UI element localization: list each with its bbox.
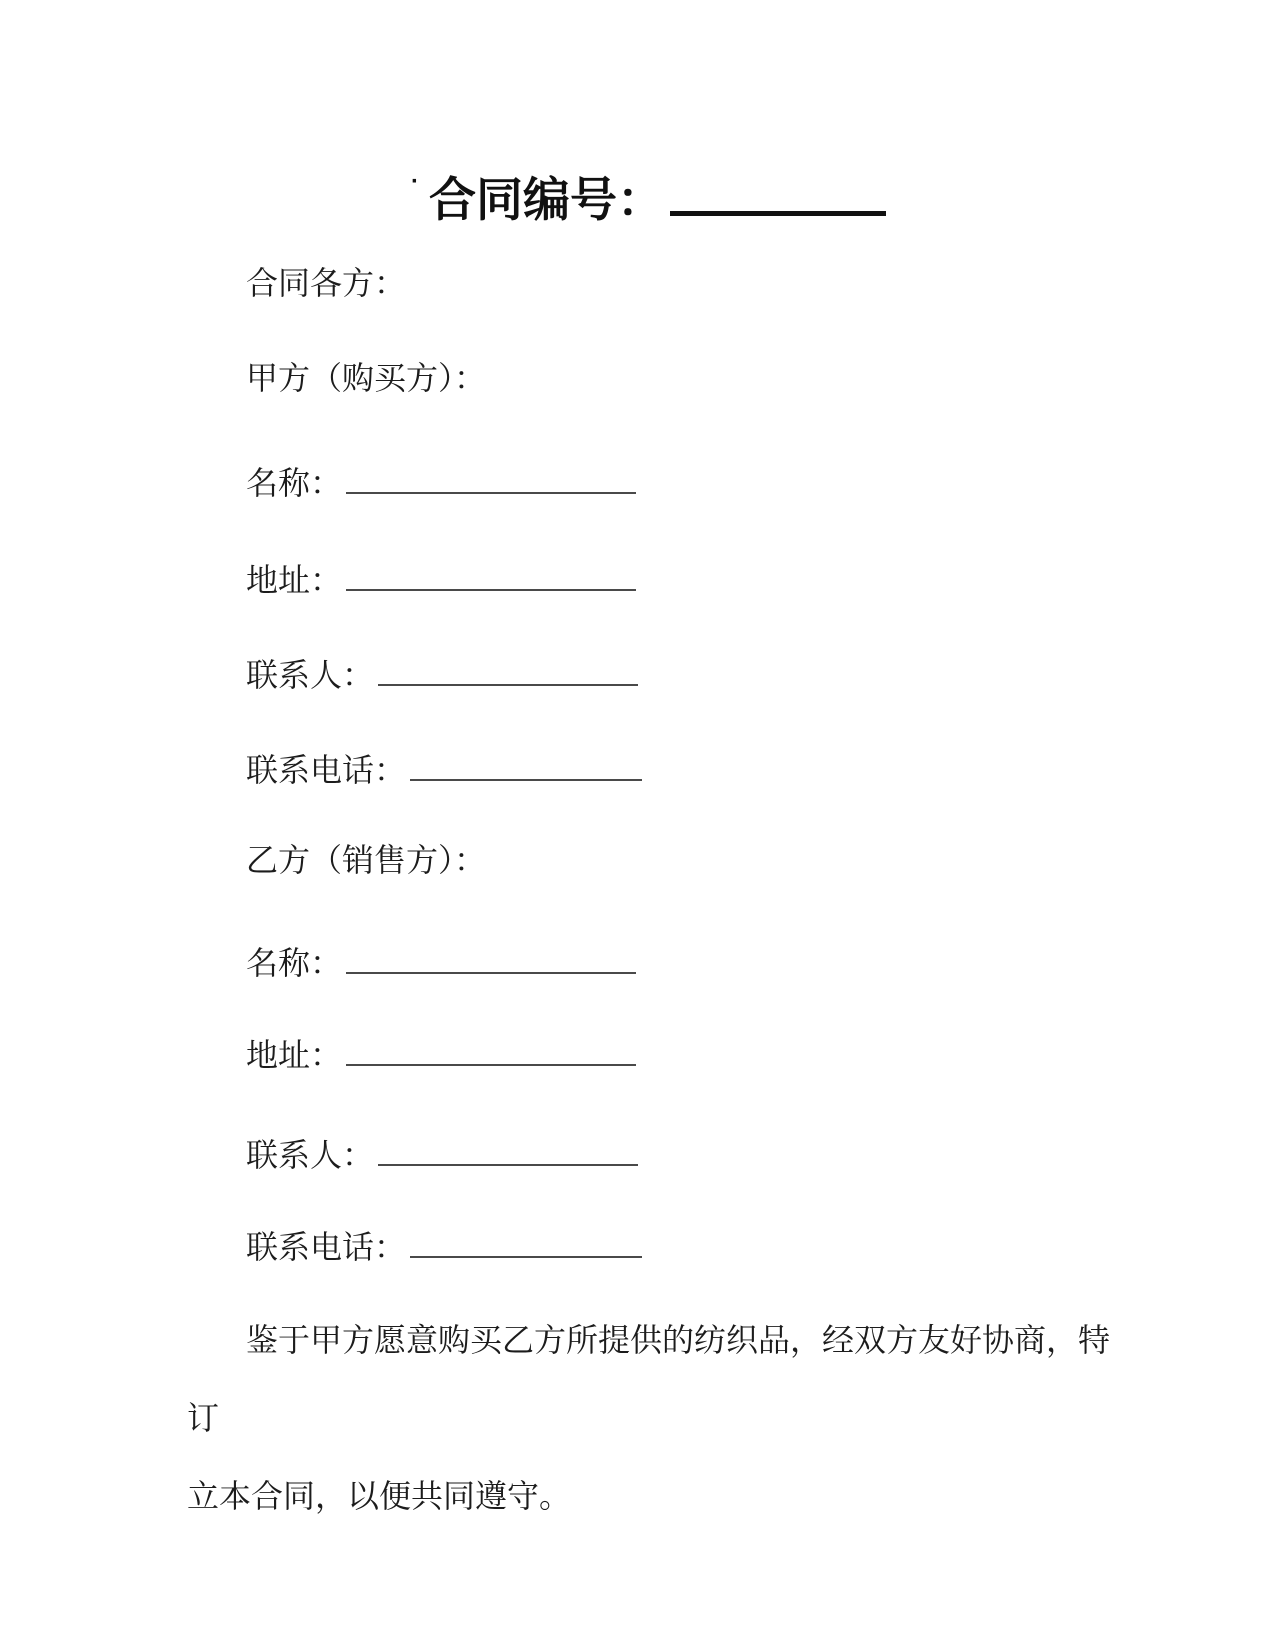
address-label: 地址： — [246, 1037, 343, 1073]
name-label: 名称： — [246, 945, 343, 981]
party-a-heading — [246, 356, 486, 400]
party-a-contact-row — [246, 648, 638, 697]
phone-label: 联系电话： — [246, 1229, 407, 1265]
party-a-contact-blank — [378, 648, 638, 686]
title-bullet: · — [411, 168, 419, 195]
party-b-name-blank — [346, 936, 636, 974]
party-a-name-row — [246, 456, 636, 505]
page-title — [429, 165, 886, 227]
party-b-heading-text: 乙方（销售方）： — [246, 842, 487, 878]
party-a-phone-row — [246, 743, 642, 792]
title-text: 合同编号： — [429, 173, 664, 226]
party-b-contact-row — [246, 1128, 638, 1177]
party-b-phone-row — [246, 1220, 642, 1269]
party-b-phone-blank — [410, 1220, 642, 1258]
party-b-name-row — [246, 936, 636, 985]
party-b-address-row — [246, 1028, 636, 1077]
contact-person-label: 联系人： — [246, 1137, 375, 1173]
contract-number-blank — [670, 165, 886, 216]
parties-heading — [246, 261, 406, 305]
preamble-line-1: 鉴于甲方愿意购买乙方所提供的纺织品，经双方友好协商，特订 — [187, 1322, 1111, 1436]
party-a-heading-text: 甲方（购买方）： — [246, 360, 487, 396]
address-label: 地址： — [246, 562, 343, 598]
party-a-name-blank — [346, 456, 636, 494]
party-b-address-blank — [346, 1028, 636, 1066]
party-a-phone-blank — [410, 743, 642, 781]
party-b-heading — [246, 838, 486, 882]
name-label: 名称： — [246, 465, 343, 501]
phone-label: 联系电话： — [246, 752, 407, 788]
party-a-address-blank — [346, 553, 636, 591]
party-a-address-row — [246, 553, 636, 602]
contact-person-label: 联系人： — [246, 657, 375, 693]
parties-heading-text: 合同各方： — [246, 265, 407, 301]
preamble-paragraph — [187, 1301, 1137, 1535]
preamble-line-2: 立本合同，以便共同遵守。 — [187, 1478, 572, 1514]
party-b-contact-blank — [378, 1128, 638, 1166]
